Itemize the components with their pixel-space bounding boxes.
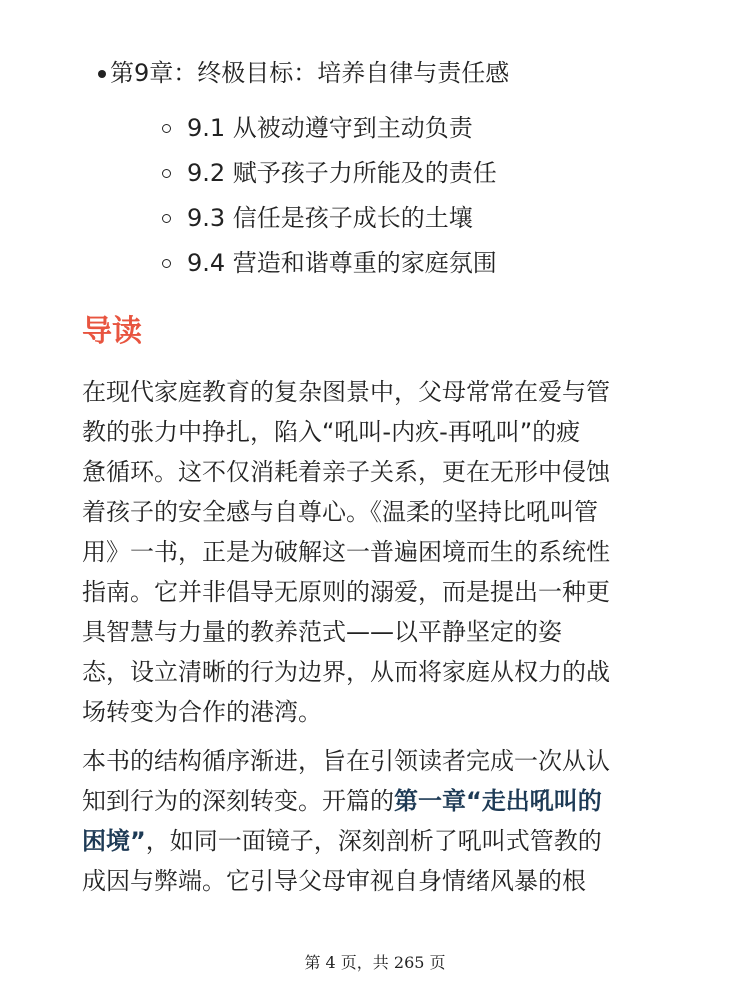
paragraph-text: ，如同一面镜子，深刻剖析了吼叫式管教的 — [145, 827, 602, 855]
bullet-dot-icon — [98, 70, 106, 78]
paragraph-line: 场转变为合作的港湾。 — [82, 698, 322, 726]
paragraph-line: 具智慧与力量的教养范式——以平静坚定的姿 — [82, 618, 562, 646]
bullet-circle-icon — [162, 169, 171, 178]
paragraph-line: 着孩子的安全感与自尊心。《温柔的坚持比吼叫管 — [82, 498, 598, 526]
paragraph-line: 在现代家庭教育的复杂图景中，父母常常在爱与管 — [82, 378, 610, 406]
intro-paragraph-1 — [82, 372, 672, 732]
toc-section-title: 9.3 信任是孩子成长的土壤 — [187, 204, 473, 232]
paragraph-line: 指南。它并非倡导无原则的溺爱，而是提出一种更 — [82, 578, 610, 606]
bullet-circle-icon — [162, 214, 171, 223]
paragraph-text: 知到行为的深刻转变。开篇的 — [82, 787, 394, 815]
toc-section-title: 9.1 从被动遵守到主动负责 — [187, 114, 473, 142]
paragraph-line: 本书的结构循序渐进，旨在引领读者完成一次从认 — [82, 747, 610, 775]
paragraph-line: 用》一书，正是为破解这一普遍困境而生的系统性 — [82, 538, 610, 566]
toc-chapter-title: 第9章：终极目标：培养自律与责任感 — [110, 59, 510, 87]
paragraph-line — [82, 821, 672, 861]
paragraph-line: 态，设立清晰的行为边界，从而将家庭从权力的战 — [82, 658, 610, 686]
toc-section-title: 9.2 赋予孩子力所能及的责任 — [187, 159, 497, 187]
paragraph-line: 教的张力中挣扎，陷入“吼叫-内疚-再吼叫”的疲 — [82, 418, 581, 446]
paragraph-line — [82, 781, 672, 821]
page-number-footer: 第 4 页，共 265 页 — [304, 953, 446, 972]
toc-section-title: 9.4 营造和谐尊重的家庭氛围 — [187, 249, 497, 277]
toc-chapter-item — [110, 55, 509, 91]
paragraph-line: 惫循环。这不仅消耗着亲子关系，更在无形中侵蚀 — [82, 458, 610, 486]
bullet-circle-icon — [162, 259, 171, 268]
chapter-highlight: 第一章“走出吼叫的 — [394, 787, 602, 815]
paragraph-line: 成因与弊端。它引导父母审视自身情绪风暴的根 — [82, 867, 586, 895]
bullet-circle-icon — [162, 124, 171, 133]
intro-paragraph-2 — [82, 741, 672, 901]
intro-heading: 导读 — [82, 314, 142, 349]
chapter-highlight: 困境” — [82, 827, 146, 855]
